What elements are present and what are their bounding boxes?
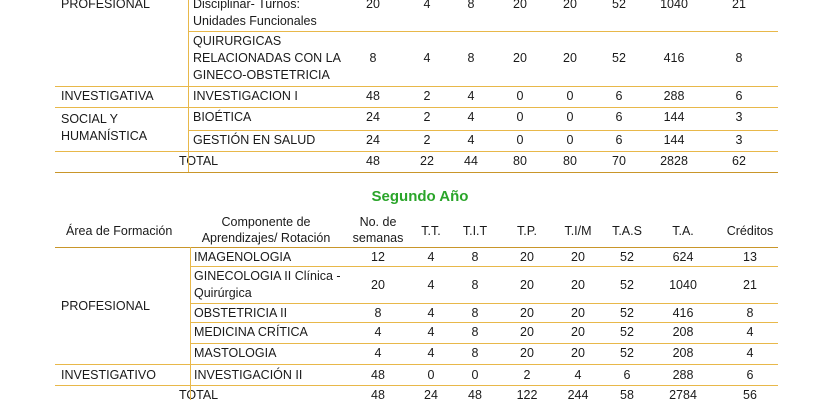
cell-ta: 416 [672,306,694,320]
cell-credits: 4 [746,346,754,360]
cell-weeks: 20 [366,0,380,11]
cell-weeks: 20 [371,278,385,292]
row-divider [188,130,778,131]
header-component: Componente de Aprendizajes/ Rotación [201,215,331,245]
cell-tas: 52 [620,325,634,339]
cell-tit: 8 [471,325,479,339]
cell-tp: 20 [520,346,534,360]
row-divider [190,266,778,267]
cell-tas: 6 [615,110,623,124]
total-tp: 122 [516,388,538,402]
cell-tim: 4 [574,368,582,382]
cell-credits: 8 [735,51,743,65]
component-text: QUIRURGICAS RELACIONADAS CON LA GINECO-OBSTETRICIA [193,34,341,82]
component-label: GESTIÓN EN SALUD [193,133,316,147]
row-divider [55,86,778,87]
cell-ta: 1040 [669,278,697,292]
header-tas: T.A.S [612,224,642,238]
cell-tt: 0 [427,368,435,382]
cell-tt: 2 [423,110,431,124]
area-label: SOCIAL Y HUMANÍSTICA [61,112,148,143]
cell-tit: 4 [467,110,475,124]
cell-weeks: 4 [374,325,382,339]
cell-ta: 208 [672,346,694,360]
row-divider [55,172,778,173]
total-ta: 2784 [669,388,697,402]
component-label: IMAGENOLOGIA [194,250,292,264]
cell-tim: 20 [571,346,585,360]
cell-ta: 1040 [660,0,688,11]
total-tim: 80 [563,154,577,168]
area-label: PROFESIONAL [61,0,150,11]
cell-tas: 6 [615,133,623,147]
row-divider [55,247,778,248]
cell-tp: 0 [516,89,524,103]
header-area: Área de Formación [66,224,173,238]
cell-tas: 52 [620,306,634,320]
component-label [193,0,343,30]
cell-ta: 144 [663,133,685,147]
cell-tim: 20 [563,0,577,11]
cell-tas: 6 [623,368,631,382]
header-weeks: No. de semanas [352,215,404,245]
total-tas: 70 [612,154,626,168]
total-tim: 244 [567,388,589,402]
cell-tim: 20 [571,306,585,320]
cell-ta: 288 [672,368,694,382]
row-divider [188,31,778,32]
cell-credits: 8 [746,306,754,320]
cell-weeks: 12 [371,250,385,264]
total-tt: 22 [420,154,434,168]
component-label: INVESTIGACIÓN II [194,368,303,382]
cell-tit: 8 [471,346,479,360]
header-tim: T.I/M [564,224,592,238]
cell-weeks: 24 [366,133,380,147]
area-label: PROFESIONAL [61,299,150,313]
cell-tt: 2 [423,89,431,103]
cell-tas: 52 [620,250,634,264]
row-divider [190,303,778,304]
cell-credits: 3 [735,110,743,124]
component-label: GINECOLOGIA II Clínica - Quirúrgica [194,269,341,300]
cell-tp: 20 [520,278,534,292]
cell-tas: 6 [615,89,623,103]
total-credits: 56 [743,388,757,402]
cell-tit: 8 [467,51,475,65]
header-ta: T.A. [672,224,694,238]
total-tit: 44 [464,154,478,168]
component-label: OBSTETRICIA II [194,306,288,320]
cell-tp: 20 [520,306,534,320]
cell-tp: 0 [516,133,524,147]
cell-tas: 52 [620,346,634,360]
cell-tp: 20 [520,250,534,264]
cell-weeks: 4 [374,346,382,360]
cell-weeks: 48 [371,368,385,382]
cell-tt: 4 [427,250,435,264]
cell-credits: 21 [732,0,746,11]
total-credits: 62 [732,154,746,168]
cell-tim: 20 [571,250,585,264]
cell-weeks: 8 [369,51,377,65]
cell-tt: 4 [427,346,435,360]
cell-weeks: 24 [366,110,380,124]
cell-credits: 13 [743,250,757,264]
area-label: INVESTIGATIVA [61,89,154,103]
area-label: INVESTIGATIVO [61,368,156,382]
cell-ta: 624 [672,250,694,264]
cell-tt: 4 [423,51,431,65]
column-divider [190,247,191,400]
cell-tim: 0 [566,110,574,124]
total-weeks: 48 [371,388,385,402]
cell-ta: 288 [663,89,685,103]
header-tt: T.T. [421,224,441,238]
total-weeks: 48 [366,154,380,168]
cell-tt: 4 [427,325,435,339]
section-title: Segundo Año [371,188,469,205]
cell-tit: 4 [467,89,475,103]
cell-ta: 416 [663,51,685,65]
cell-tit: 0 [471,368,479,382]
cell-tim: 0 [566,89,574,103]
cell-weeks: 8 [374,306,382,320]
cell-tas: 52 [620,278,634,292]
row-divider [55,151,778,152]
cell-weeks: 48 [366,89,380,103]
cell-tt: 2 [423,133,431,147]
cell-tt: 4 [427,278,435,292]
cell-tim: 20 [571,278,585,292]
header-tit: T.I.T [462,224,488,238]
component-label [193,33,343,84]
cell-credits: 3 [735,133,743,147]
cell-ta: 208 [672,325,694,339]
component-label: INVESTIGACION I [193,89,298,103]
total-tit: 48 [468,388,482,402]
cell-tit: 8 [467,0,475,11]
component-label: BIOÉTICA [193,110,252,124]
cell-tim: 20 [563,51,577,65]
cell-tit: 8 [471,278,479,292]
cell-tit: 4 [467,133,475,147]
header-tp: T.P. [517,224,537,238]
cell-tp: 0 [516,110,524,124]
cell-credits: 6 [735,89,743,103]
cell-tim: 0 [566,133,574,147]
header-credits: Créditos [726,224,774,238]
total-ta: 2828 [660,154,688,168]
component-label: MASTOLOGIA [194,346,277,360]
total-tp: 80 [513,154,527,168]
cell-tp: 20 [513,0,527,11]
cell-tit: 8 [471,250,479,264]
cell-tas: 52 [612,51,626,65]
cell-tim: 20 [571,325,585,339]
cell-ta: 144 [663,110,685,124]
row-divider [190,343,778,344]
total-label: TOTAL [179,388,219,402]
cell-tp: 2 [523,368,531,382]
cell-credits: 4 [746,325,754,339]
cell-tit: 8 [471,306,479,320]
total-tas: 58 [620,388,634,402]
cell-tas: 52 [612,0,626,11]
cell-credits: 6 [746,368,754,382]
cell-tt: 4 [427,306,435,320]
component-label: MEDICINA CRÍTICA [194,325,308,339]
row-divider [55,107,778,108]
row-divider [55,385,778,386]
cell-tp: 20 [513,51,527,65]
component-text: Disciplinar- Turnos: Unidades Funcionales [193,0,317,28]
total-tt: 24 [424,388,438,402]
total-label: TOTAL [179,154,219,168]
row-divider [190,322,778,323]
cell-tt: 4 [423,0,431,11]
cell-tp: 20 [520,325,534,339]
row-divider [55,364,778,365]
cell-credits: 21 [743,278,757,292]
